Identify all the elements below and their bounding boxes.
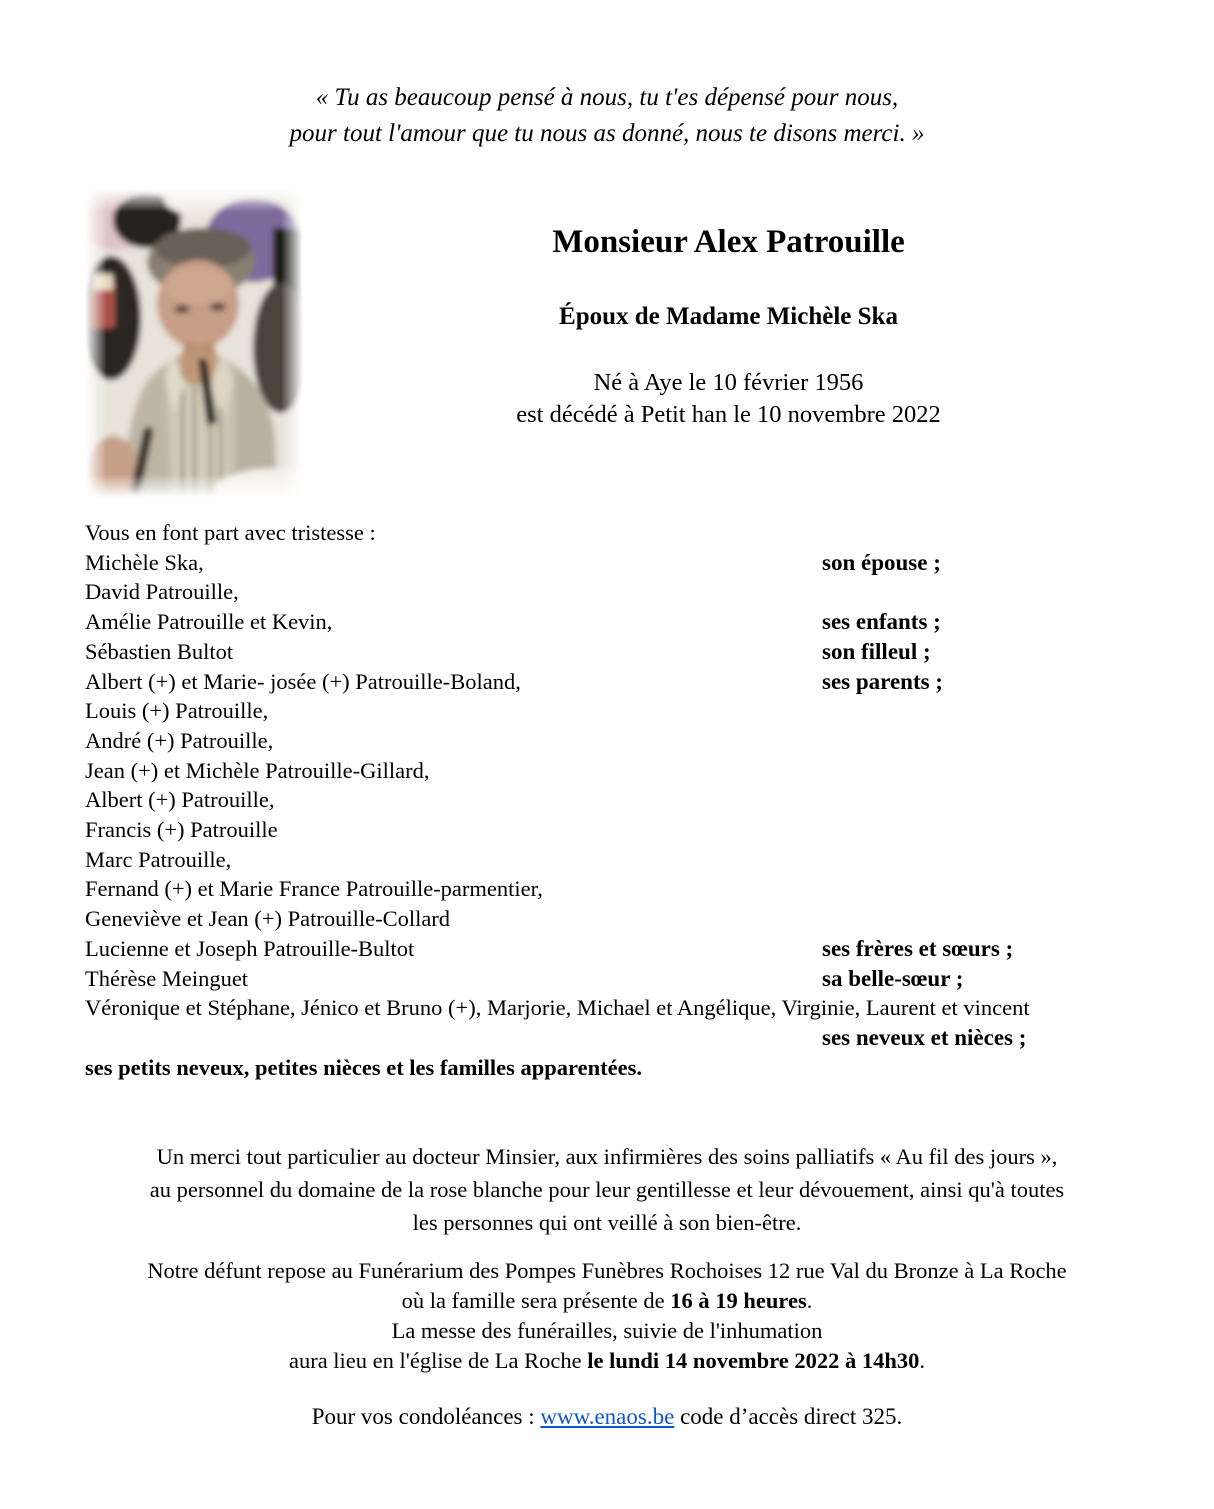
birth-line: Né à Aye le 10 février 1956 [593, 369, 864, 396]
family-row [85, 964, 1155, 994]
announcement-intro: Vous en font part avec tristesse : [85, 520, 376, 545]
family-member-name: Sébastien Bultot [85, 638, 234, 664]
family-member-name: Francis (+) Patrouille [85, 817, 278, 843]
family-member-name: Véronique et Stéphane, Jénico et Bruno (+), Marjorie, Michael et Angélique, Virginie, Laurent et vincent [85, 995, 1030, 1021]
family-row [85, 993, 1155, 1023]
condolences-website-link[interactable]: www.enaos.be [540, 1404, 675, 1429]
memorial-quote [0, 80, 1214, 152]
family-relation-label: ses enfants ; [822, 609, 941, 635]
funeral-line-2-pre: où la famille sera présente de [401, 1288, 671, 1313]
condolences-prefix: Pour vos condoléances : [311, 1404, 541, 1429]
thanks-line-2: au personnel du domaine de la rose blanche pour leur gentillesse et leur dévouement, ainsi qu'à toutes [149, 1177, 1065, 1202]
family-member-name: Michèle Ska, [85, 549, 204, 575]
family-row [85, 726, 1155, 756]
deceased-name: Monsieur Alex Patrouille [552, 224, 905, 260]
family-row [85, 845, 1155, 875]
family-row [85, 577, 1155, 607]
portrait-photo-image [85, 188, 303, 498]
thanks-paragraph [60, 1140, 1154, 1239]
funeral-line-4-pre: aura lieu en l'église de La Roche [288, 1348, 588, 1373]
deceased-header [302, 224, 1155, 430]
family-member-name: Fernand (+) et Marie France Patrouille-parmentier, [85, 876, 543, 902]
mass-date-time: le lundi 14 novembre 2022 à 14h30 [587, 1348, 920, 1373]
funeral-line-2-post: . [806, 1288, 813, 1313]
thanks-line-1: Un merci tout particulier au docteur Minsier, aux infirmières des soins palliatifs « Au fil des jours », [156, 1144, 1058, 1169]
family-row [85, 904, 1155, 934]
family-member-name: Thérèse Meinguet [85, 965, 249, 991]
family-row [85, 785, 1155, 815]
portrait-photo [85, 188, 303, 498]
condolences-suffix: code d’accès direct 325. [674, 1404, 903, 1429]
funeral-details [60, 1256, 1154, 1376]
family-member-name: Amélie Patrouille et Kevin, [85, 609, 333, 635]
family-relation-label: ses parents ; [822, 668, 943, 694]
family-member-name: Jean (+) et Michèle Patrouille-Gillard, [85, 757, 430, 783]
family-row [85, 756, 1155, 786]
family-row [85, 667, 1155, 697]
funeral-line-4-post: . [919, 1348, 926, 1373]
family-member-name: Geneviève et Jean (+) Patrouille-Collard [85, 906, 451, 932]
spouse-line: Époux de Madame Michèle Ska [559, 303, 898, 330]
family-row [85, 874, 1155, 904]
quote-line-2: pour tout l'amour que tu nous as donné, nous te disons merci. » [289, 120, 925, 147]
family-relation-label: ses neveux et nièces ; [822, 1024, 1027, 1050]
family-member-name: Albert (+) Patrouille, [85, 787, 275, 813]
family-row [85, 637, 1155, 667]
family-announcement-list [85, 518, 1155, 1082]
family-member-name: David Patrouille, [85, 579, 239, 605]
family-member-name: Louis (+) Patrouille, [85, 698, 269, 724]
visiting-hours: 16 à 19 heures [670, 1288, 807, 1313]
birth-death-dates [302, 367, 1155, 430]
family-closing-text: ses petits neveux, petites nièces et les familles apparentées. [85, 1054, 642, 1080]
family-member-name: Marc Patrouille, [85, 846, 232, 872]
family-row [85, 815, 1155, 845]
death-line: est décédé à Petit han le 10 novembre 2022 [516, 400, 941, 428]
announcement-intro-row [85, 518, 1155, 548]
condolences-line [60, 1404, 1154, 1430]
family-row [85, 607, 1155, 637]
family-row [85, 696, 1155, 726]
family-closing-row [85, 1053, 1155, 1083]
family-member-name: Albert (+) et Marie- josée (+) Patrouille-Boland, [85, 668, 521, 694]
funeral-line-2 [60, 1286, 1154, 1316]
thanks-line-3: les personnes qui ont veillé à son bien-être. [412, 1210, 802, 1235]
funeral-line-1: Notre défunt repose au Funérarium des Pompes Funèbres Rochoises 12 rue Val du Bronze à La Roche [147, 1258, 1067, 1283]
family-relation-label: ses frères et sœurs ; [822, 935, 1014, 961]
family-row [85, 548, 1155, 578]
family-relation-label: sa belle-sœur ; [822, 965, 964, 991]
family-member-name: Lucienne et Joseph Patrouille-Bultot [85, 935, 415, 961]
funeral-line-3: La messe des funérailles, suivie de l'inhumation [391, 1318, 823, 1343]
family-relation-label: son filleul ; [822, 638, 931, 664]
quote-line-1: « Tu as beaucoup pensé à nous, tu t'es dépensé pour nous, [315, 84, 899, 111]
family-row [85, 1023, 1155, 1053]
family-relation-label: son épouse ; [822, 549, 941, 575]
funeral-line-4 [60, 1346, 1154, 1376]
family-row [85, 934, 1155, 964]
family-member-name: André (+) Patrouille, [85, 727, 274, 753]
